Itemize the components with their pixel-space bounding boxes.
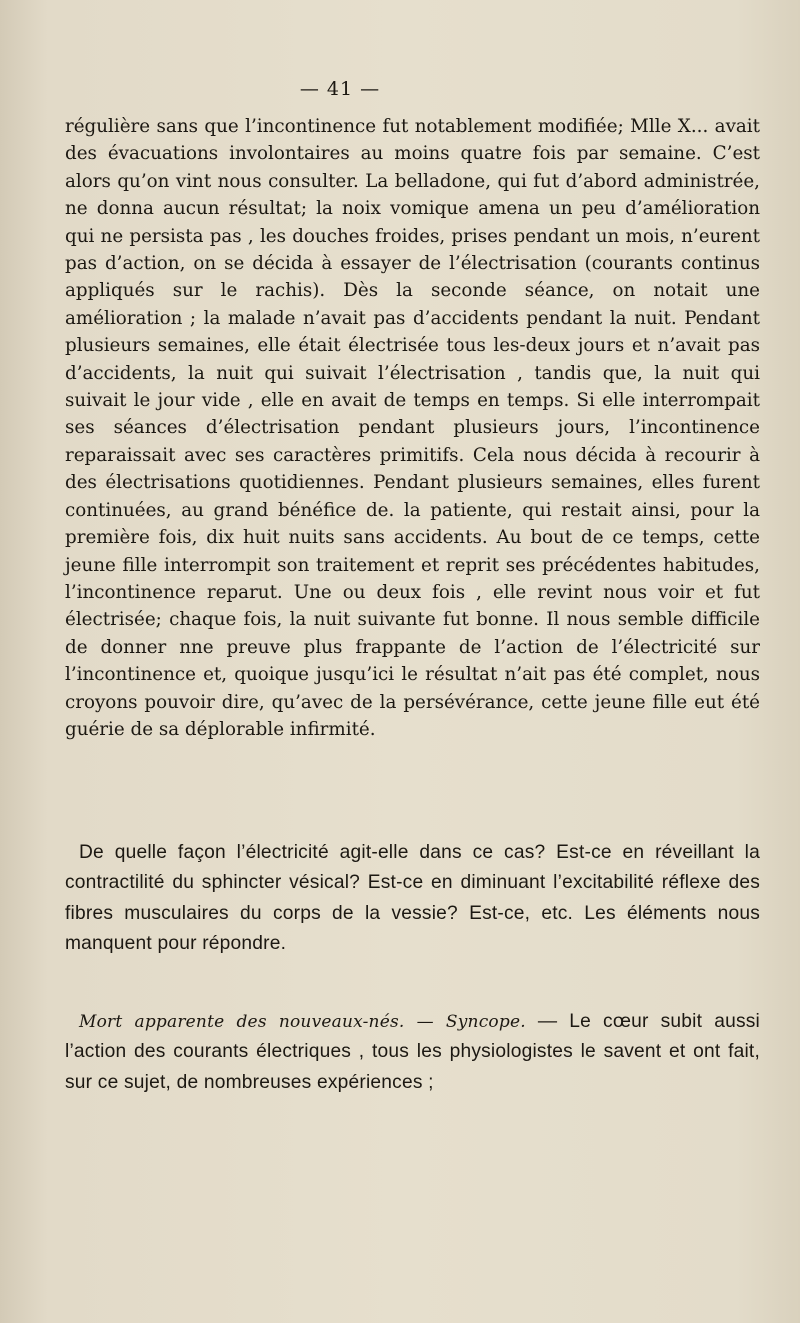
section-heading: Mort apparente des nouveaux-nés. — Syncope. [79,1012,526,1032]
paragraph-syncope [65,1007,760,1098]
page-number: — 41 — [299,78,381,100]
section-body: — Le cœur subit aussi l’action des courants électriques , tous les physiologistes le savent et ont fait, sur ce sujet, de nombreuses expériences ; [65,1011,760,1093]
paragraph-electricity-question: De quelle façon l’électricité agit-elle dans ce cas? Est-ce en réveillant la contractilité du sphincter vésical? Est-ce en diminuant l’excitabilité réflexe des fibres musculaires du corps de la vessie? Est-ce, etc. Les éléments nous manquent pour répondre. [65,842,760,955]
paragraph-incontinence-case: régulière sans que l’incontinence fut notablement modifiée; Mlle X... avait des évacuations involontaires au moins quatre fois par semaine. C’est alors qu’on vint nous consulter. La belladone, qui fut d’abord administrée, ne donna aucun résultat; la noix vomique amena un peu d’amélioration qui ne persista pas , les douches froides, prises pendant un mois, n’eurent pas d’action, on se décida à essayer de l’électrisation (courants continus appliqués sur le rachis). Dès la seconde séance, on notait une amélioration ; la malade n’avait pas d’accidents pendant la nuit. Pendant plusieurs semaines, elle était électrisée tous les-deux jours et n’avait pas d’accidents, la nuit qui suivait l’électrisation , tandis que, la nuit qui suivait le jour vide , elle en avait de temps en temps. Si elle interrompait ses séances d’électrisation pendant plusieurs jours, l’incontinence reparaissait avec ses caractères primitifs. Cela nous décida à recourir à des électrisations quotidiennes. Pendant plusieurs semaines, elles furent continuées, au grand bénéfice de. la patiente, qui restait ainsi, pour la première fois, dix huit nuits sans accidents. Au bout de ce temps, cette jeune fille interrompit son traitement et reprit ses précédentes habitudes, l’incontinence reparut. Une ou deux fois , elle revint nous voir et fut électrisée; chaque fois, la nuit suivante fut bonne. Il nous semble difficile de donner nne preuve plus frappante de l’action de l’électricité sur l’incontinence et, quoique jusqu’ici le résultat n’ait pas été complet, nous croyons pouvoir dire, qu’avec de la persévérance, cette jeune fille eut été guérie de sa déplorable infirmité. [65,116,760,740]
